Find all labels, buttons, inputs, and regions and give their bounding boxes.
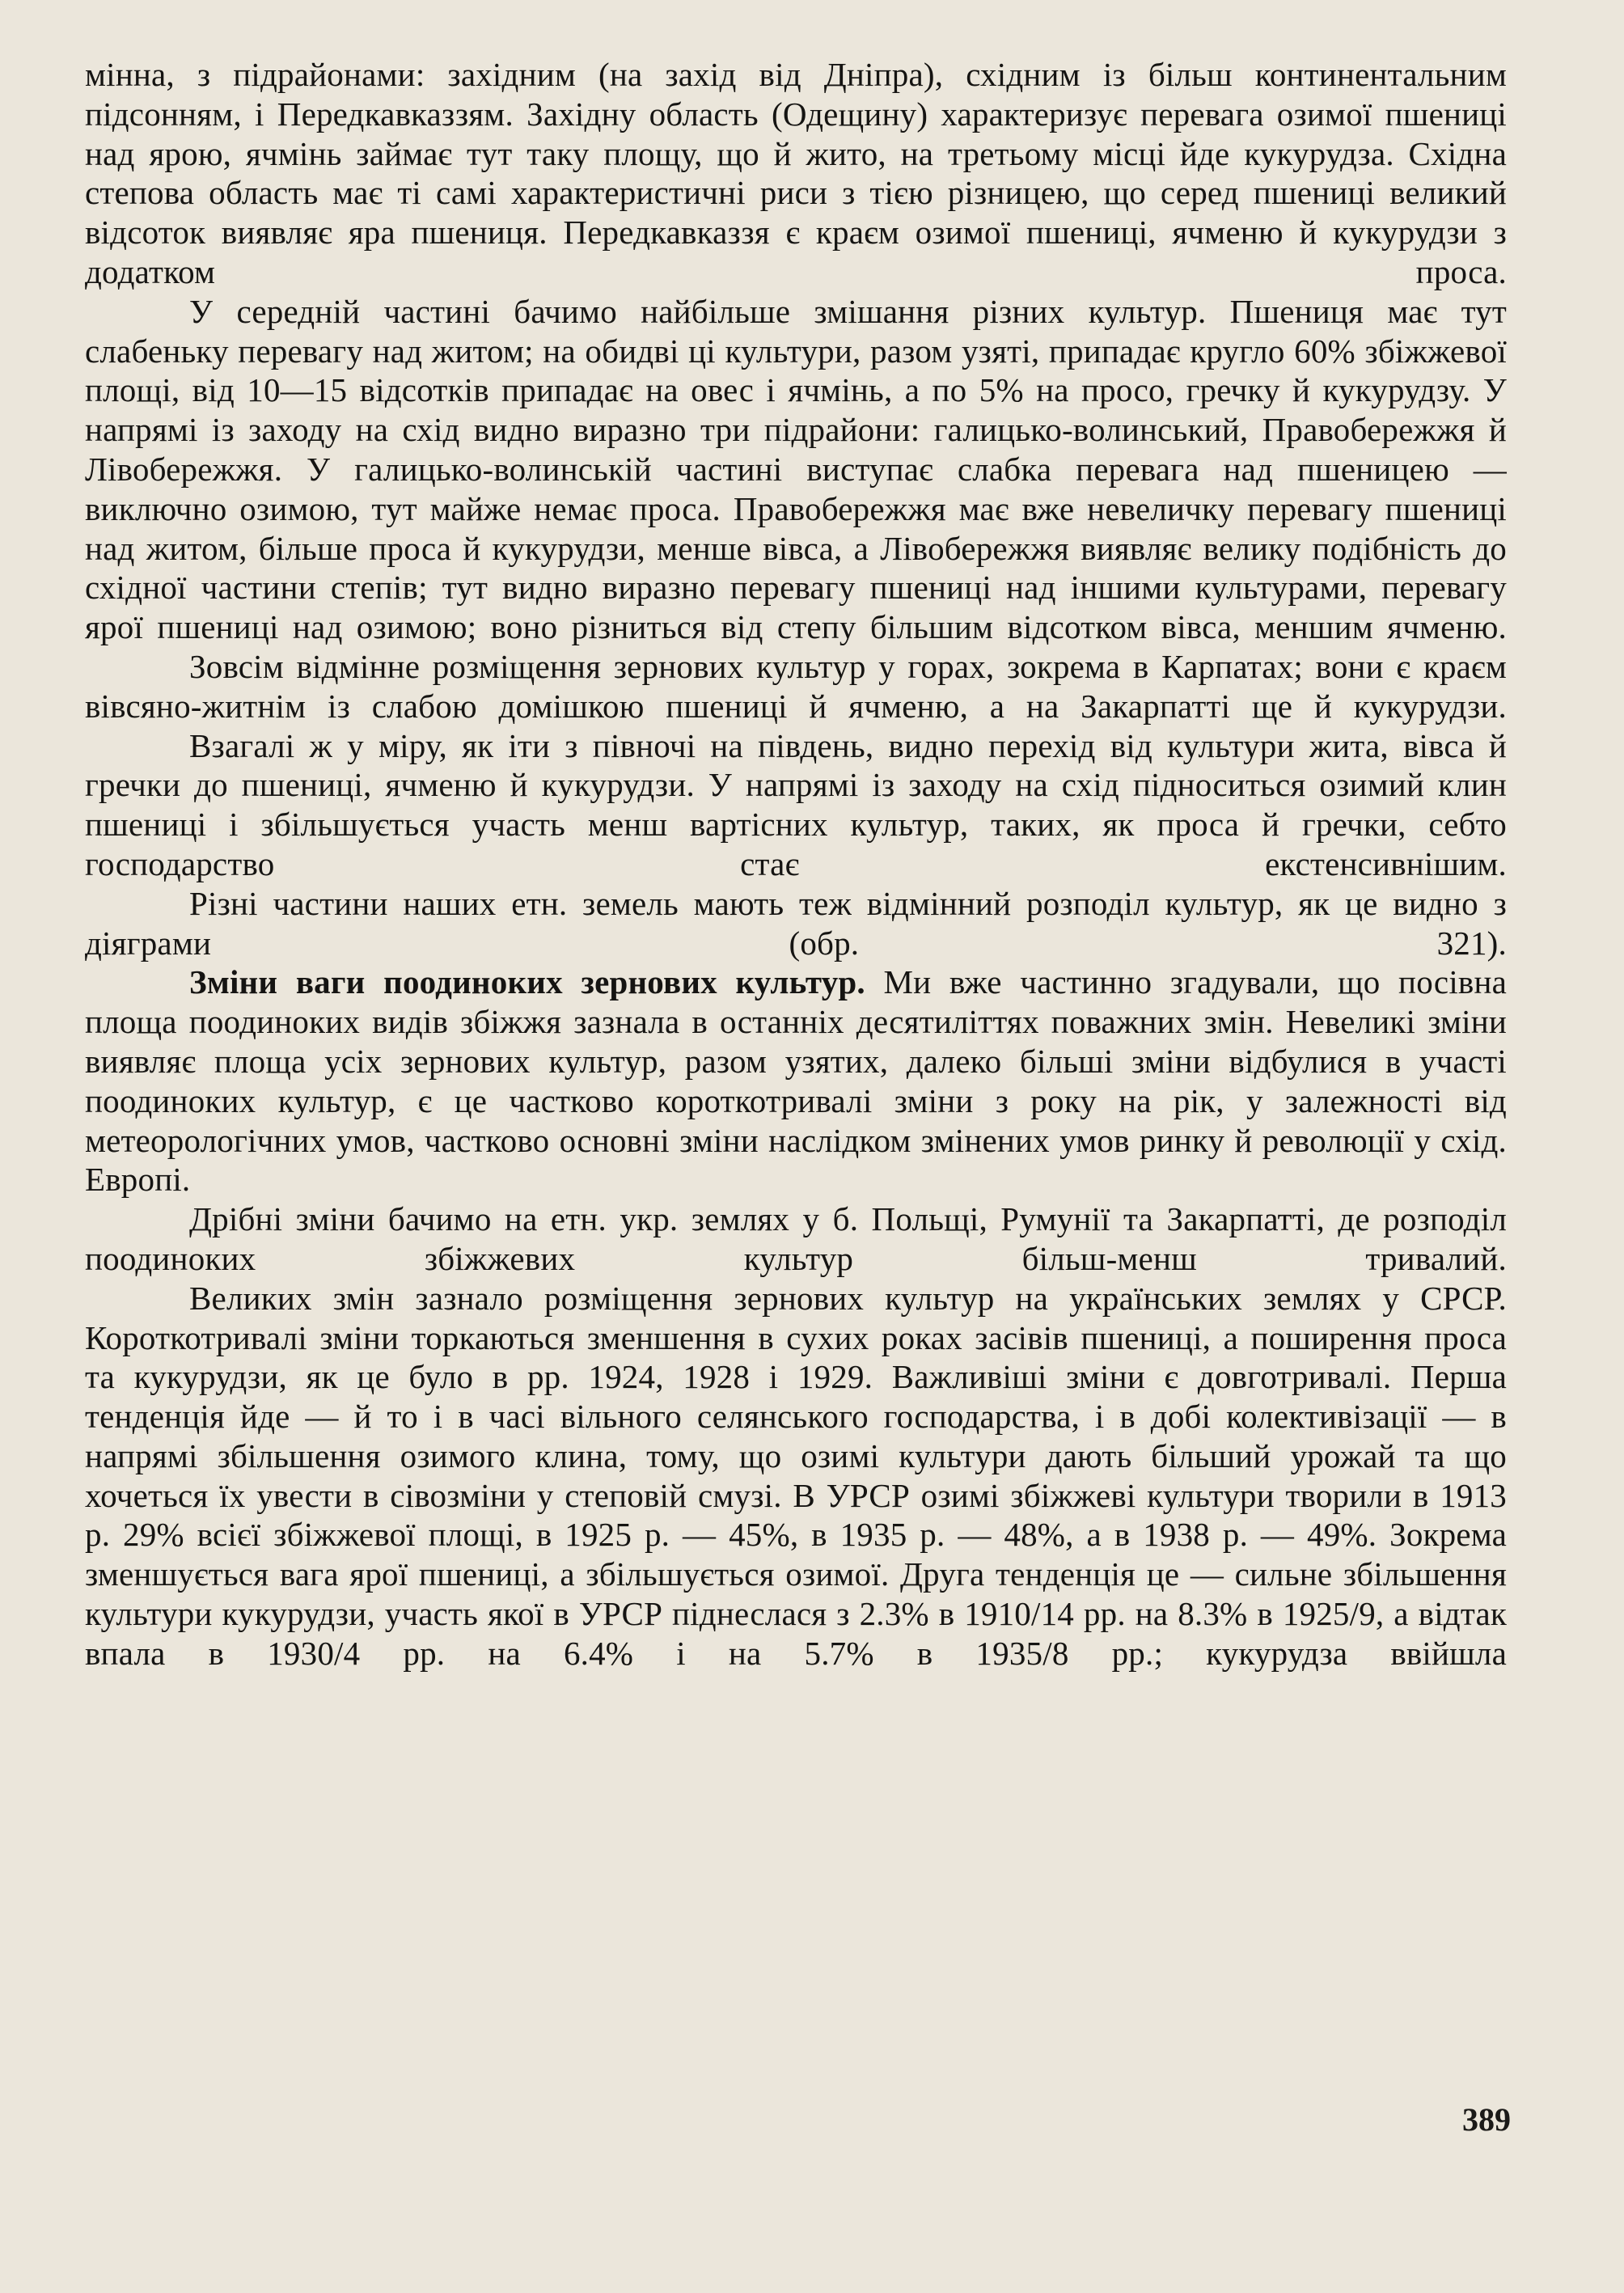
paragraph-steppe-regions [85, 55, 1507, 292]
paragraph-text: Дрібні зміни бачимо на етн. укр. землях у б. Польщі, Румунії та Закарпатті, де розподіл поодиноких збіжжевих культур більш-менш тривалий. [85, 1200, 1507, 1277]
paragraph-small-changes [85, 1199, 1507, 1279]
paragraph-north-south-transition [85, 726, 1507, 884]
paragraph-text: Різні частини наших етн. земель мають теж відмінний розподіл культур, як це видно з діяграми (обр. 321). [85, 884, 1507, 962]
paragraph-weight-changes [85, 962, 1507, 1199]
body-text [85, 55, 1507, 1673]
paragraph-mountains [85, 647, 1507, 726]
paragraph-text: мінна, з підрайонами: західним (на захід від Дніпра), східним із більш континентальним підсонням, і Передкавказзям. Західну область (Одещину) характеризує перевага озимої пшениці над ярою, ячмінь займає тут таку площу, що й жито, на третьому місці йде кукурудза. Східна степова область має ті самі характеристичні риси з тією різницею, що серед пшениці великий відсоток виявляє яра пшениця. Передкавказзя є краєм озимої пшениці, ячменю й кукурудзи з додатком проса. [85, 56, 1507, 290]
paragraph-text: У середній частині бачимо найбільше змішання різних культур. Пшениця має тут слабеньку перевагу над житом; на обидві ці культури, разом узяті, припадає кругло 60% збіжжевої площі, від 10—15 відсотків припадає на овес і ячмінь, а по 5% на просо, гречку й кукурудзу. У напрямі із заходу на схід видно виразно три підрайони: галицько-волинський, Правобережжя й Лівобережжя. У галицько-волинській частині виступає слабка перевага над пшеницею — виключно озимою, тут майже немає проса. Правобережжя має вже невеличку перевагу пшениці над житом, більше проса й кукурудзи, менше вівса, а Лівобережжя виявляє велику подібність до східної частини степів; тут видно виразно перевагу пшениці над іншими культурами, перевагу ярої пшениці над озимою; воно різниться від степу більшим відсотком вівса, меншим ячменю. [85, 292, 1507, 646]
paragraph-diagram-reference [85, 884, 1507, 963]
page-number: 389 [1462, 2101, 1511, 2138]
paragraph-middle-part [85, 292, 1507, 647]
section-heading: Зміни ваги поодиноких зернових культур. [189, 963, 865, 1001]
paragraph-ussr-changes [85, 1279, 1507, 1673]
paragraph-text: Взагалі ж у міру, як іти з півночі на південь, видно перехід від культури жита, вівса й гречки до пшениці, ячменю й кукурудзи. У напрямі із заходу на схід підноситься озимий клин пшениці і збільшується участь менш вартісних культур, таких, як проса й гречки, себто господарство стає екстенсивнішим. [85, 726, 1507, 882]
paragraph-text: Великих змін зазнало розміщення зернових культур на українських землях у СРСР. Короткотривалі зміни торкаються зменшення в сухих роках засівів пшениці, а поширення проса та кукурудзи, як це було в рр. 1924, 1928 і 1929. Важливіші зміни є довготривалі. Перша тенденція йде — й то і в часі вільного селянського господарства, і в добі колективізації — в напрямі збільшення озимого клина, тому, що озимі культури дають більший урожай та що хочеться їх увести в сівозміни у степовій смузі. В УРСР озимі збіжжеві культури творили в 1913 р. 29% всієї збіжжевої площі, в 1925 р. — 45%, в 1935 р. — 48%, а в 1938 р. — 49%. Зокрема зменшується вага ярої пшениці, а збільшується озимої. Друга тенденція це — сильне збільшення культури кукурудзи, участь якої в УРСР піднеслася з 2.3% в 1910/14 рр. на 8.3% в 1925/9, а відтак впала в 1930/4 рр. на 6.4% і на 5.7% в 1935/8 рр.; кукурудза ввійшла [85, 1279, 1507, 1672]
paragraph-text: Ми вже частинно згадували, що посівна площа поодиноких видів збіжжя зазнала в останніх десятиліттях поважних змін. Невеликі зміни виявляє площа усіх зернових культур, разом узятих, далеко більші зміни відбулися в участі поодиноких культур, є це частково короткотривалі зміни з року на рік, у залежності від метеорологічних умов, частково основні зміни наслідком змінених умов ринку й революції у схід. Европі. [85, 963, 1508, 1199]
paragraph-text: Зовсім відмінне розміщення зернових культур у горах, зокрема в Карпатах; вони є краєм вівсяно-житнім із слабою домішкою пшениці й ячменю, а на Закарпатті ще й кукурудзи. [85, 647, 1507, 725]
